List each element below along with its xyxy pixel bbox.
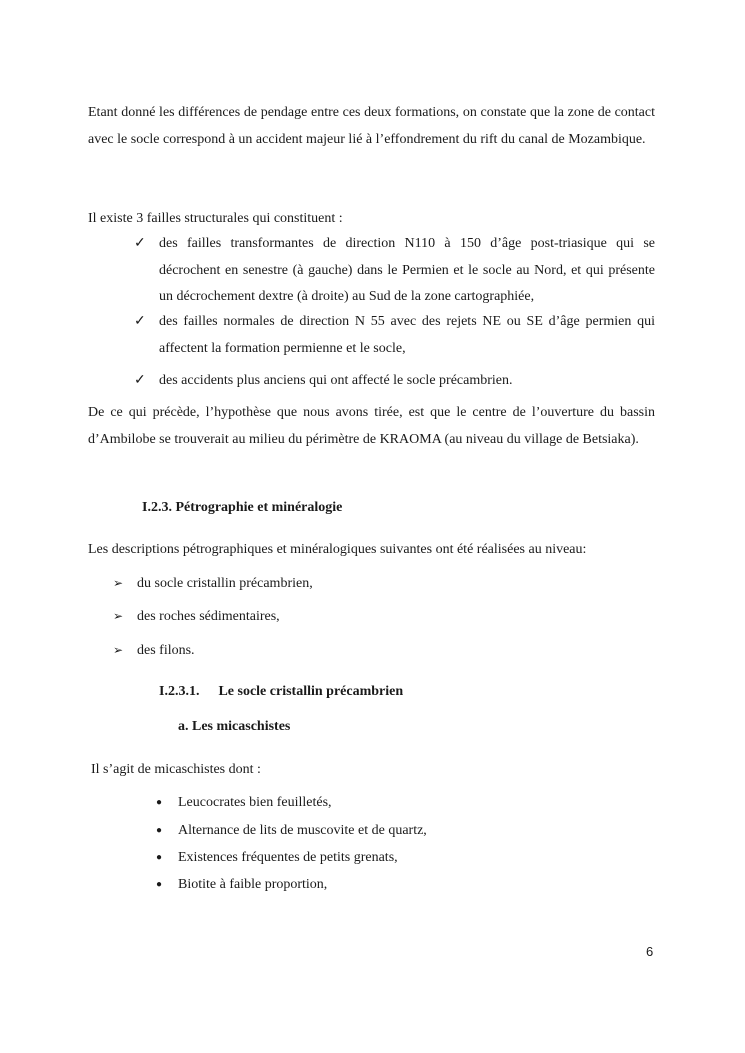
bullet-icon: ● — [156, 797, 163, 808]
bullet-icon: ● — [156, 852, 163, 863]
arrow-bullet-icon: ➢ — [113, 609, 124, 623]
list-item-dot-3 — [156, 849, 398, 867]
list-item-check-3 — [134, 368, 655, 395]
page-number: 6 — [646, 944, 654, 959]
subsection-number: I.2.3.1. — [159, 684, 200, 699]
list-item-text: des roches sédimentaires, — [137, 609, 280, 624]
arrow-bullet-icon: ➢ — [113, 576, 124, 590]
list-item-text: des failles normales de direction N 55 avec des rejets NE ou SE d’âge permien qui affectent la formation permienne et le socle, — [159, 314, 655, 356]
list-item-text: Biotite à faible proportion, — [178, 877, 328, 892]
list-item-arrow-1 — [113, 574, 313, 593]
checkmark-icon: ✓ — [134, 314, 146, 329]
list-item-text: Leucocrates bien feuilletés, — [178, 795, 332, 810]
list-item-check-1 — [134, 231, 655, 311]
paragraph-pendage: Etant donné les différences de pendage entre ces deux formations, on constate que la zone de contact avec le socle correspond à un accident majeur lié à l’effondrement du rift du canal de Mozambique. — [88, 105, 655, 147]
bullet-icon: ● — [156, 825, 163, 836]
subsubsection-heading-micaschistes: a. Les micaschistes — [178, 719, 291, 734]
paragraph-failles-intro: Il existe 3 failles structurales qui constituent : — [88, 211, 343, 226]
list-item-arrow-2 — [113, 607, 280, 626]
list-item-arrow-3 — [113, 641, 195, 660]
list-item-check-2 — [134, 309, 655, 362]
list-item-text: des failles transformantes de direction N110 à 150 d’âge post-triasique qui se décrochent en senestre (à gauche) dans le Permien et le socle au Nord, et qui présente un décrochement dextre (à droite) au Sud de la zone cartographiée, — [159, 236, 655, 304]
list-item-text: des accidents plus anciens qui ont affecté le socle précambrien. — [159, 373, 513, 388]
bullet-icon: ● — [156, 879, 163, 890]
paragraph-micaschistes-intro: Il s’agit de micaschistes dont : — [91, 762, 261, 777]
checkmark-icon: ✓ — [134, 236, 146, 251]
list-item-text: des filons. — [137, 643, 195, 658]
list-item-text: Alternance de lits de muscovite et de quartz, — [178, 823, 427, 838]
paragraph-descriptions-intro: Les descriptions pétrographiques et minéralogiques suivantes ont été réalisées au niveau: — [88, 542, 587, 557]
subsection-heading-socle — [159, 683, 403, 701]
section-heading-petrographie: I.2.3. Pétrographie et minéralogie — [142, 500, 343, 515]
subsection-title: Le socle cristallin précambrien — [218, 684, 404, 699]
list-item-text: du socle cristallin précambrien, — [137, 576, 313, 591]
list-item-dot-1 — [156, 794, 332, 812]
arrow-bullet-icon: ➢ — [113, 643, 124, 657]
paragraph-hypothese: De ce qui précède, l’hypothèse que nous avons tirée, est que le centre de l’ouverture du bassin d’Ambilobe se trouverait au milieu du périmètre de KRAOMA (au niveau du village de Betsiaka). — [88, 405, 655, 447]
list-item-dot-2 — [156, 822, 427, 840]
checkmark-icon: ✓ — [134, 373, 146, 388]
list-item-text: Existences fréquentes de petits grenats, — [178, 850, 398, 865]
list-item-dot-4 — [156, 876, 327, 894]
